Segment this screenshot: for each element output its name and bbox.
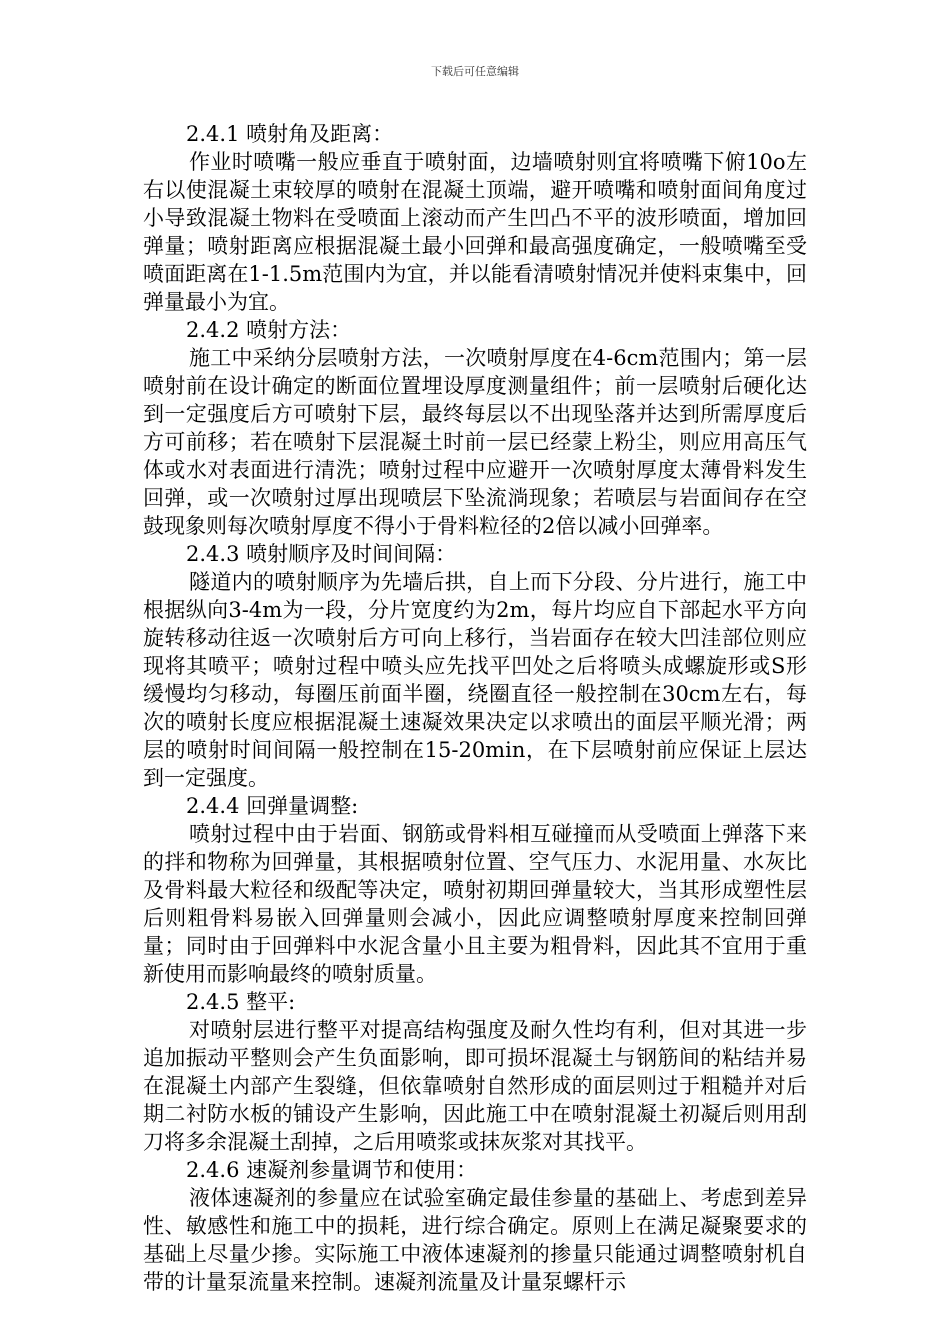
section-heading: 2.4.1 喷射角及距离： [186,122,394,146]
section-paragraph: 隧道内的喷射顺序为先墙后拱，自上而下分段、分片进行，施工中根据纵向3-4m为一段，分片宽度约为2m，每片均应自下部起水平方向旋转移动往返一次喷射后方可向上移行，当岩面存在较大凹洼部位则应现将其喷平；喷射过程中喷头应先找平凹处之后将喷头成螺旋形或S形缓慢均匀移动，每圈压前面半圈，绕圈直径一般控制在30cm左右，每次的喷射长度应根据混凝土速凝效果决定以求喷出的面层平顺光滑；两层的喷射时间间隔一般控制在15-20min，在下层喷射前应保证上层达到一定强度。 [143,570,807,790]
section-2-4-5 [143,988,807,1156]
section-paragraph: 对喷射层进行整平对提高结构强度及耐久性均有利，但对其进一步追加振动平整则会产生负面影响，即可损坏混凝土与钢筋间的粘结并易在混凝土内部产生裂缝，但依靠喷射自然形成的面层则过于粗糙并对后期二衬防水板的铺设产生影响，因此施工中在喷射混凝土初凝后则用刮刀将多余混凝土刮掉，之后用喷浆或抹灰浆对其找平。 [143,1018,807,1154]
section-paragraph: 液体速凝剂的参量应在试验室确定最佳参量的基础上、考虑到差异性、敏感性和施工中的损耗，进行综合确定。原则上在满足凝聚要求的基础上尽量少掺。实际施工中液体速凝剂的掺量只能通过调整喷射机自带的计量泵流量来控制。速凝剂流量及计量泵螺杆示 [143,1186,807,1294]
document-body [143,120,807,1296]
section-heading: 2.4.5 整平: [186,990,296,1014]
section-heading: 2.4.2 喷射方法： [186,318,352,342]
section-heading: 2.4.3 喷射顺序及时间间隔： [186,542,457,566]
section-paragraph: 施工中采纳分层喷射方法，一次喷射厚度在4-6cm范围内；第一层喷射前在设计确定的断面位置埋设厚度测量组件；前一层喷射后硬化达到一定强度后方可喷射下层，最终每层以不出现坠落并达到所需厚度后方可前移；若在喷射下层混凝土时前一层已经蒙上粉尘，则应用高压气体或水对表面进行清洗；喷射过程中应避开一次喷射厚度太薄骨料发生回弹，或一次喷射过厚出现喷层下坠流淌现象；若喷层与岩面间存在空鼓现象则每次喷射厚度不得小于骨料粒径的2倍以减小回弹率。 [143,346,807,538]
section-paragraph: 喷射过程中由于岩面、钢筋或骨料相互碰撞而从受喷面上弹落下来的拌和物称为回弹量，其根据喷射位置、空气压力、水泥用量、水灰比及骨料最大粒径和级配等决定，喷射初期回弹量较大，当其形成塑性层后则粗骨料易嵌入回弹量则会减小，因此应调整喷射厚度来控制回弹量；同时由于回弹料中水泥含量小且主要为粗骨料，因此其不宜用于重新使用而影响最终的喷射质量。 [143,822,807,986]
section-heading: 2.4.6 速凝剂参量调节和使用： [186,1158,478,1182]
section-heading: 2.4.4 回弹量调整: [186,794,359,818]
section-2-4-3 [143,540,807,792]
section-paragraph: 作业时喷嘴一般应垂直于喷射面，边墙喷射则宜将喷嘴下俯10o左右以使混凝土束较厚的喷射在混凝土顶端，避开喷嘴和喷射面间角度过小导致混凝土物料在受喷面上滚动而产生凹凸不平的波形喷面，增加回弹量；喷射距离应根据混凝土最小回弹和最高强度确定，一般喷嘴至受喷面距离在1-1.5m范围内为宜，并以能看清喷射情况并使料束集中，回弹量最小为宜。 [143,150,807,314]
section-2-4-1 [143,120,807,316]
section-2-4-6 [143,1156,807,1296]
section-2-4-2 [143,316,807,540]
section-2-4-4 [143,792,807,988]
page-header: 下载后可任意编辑 [431,65,519,78]
